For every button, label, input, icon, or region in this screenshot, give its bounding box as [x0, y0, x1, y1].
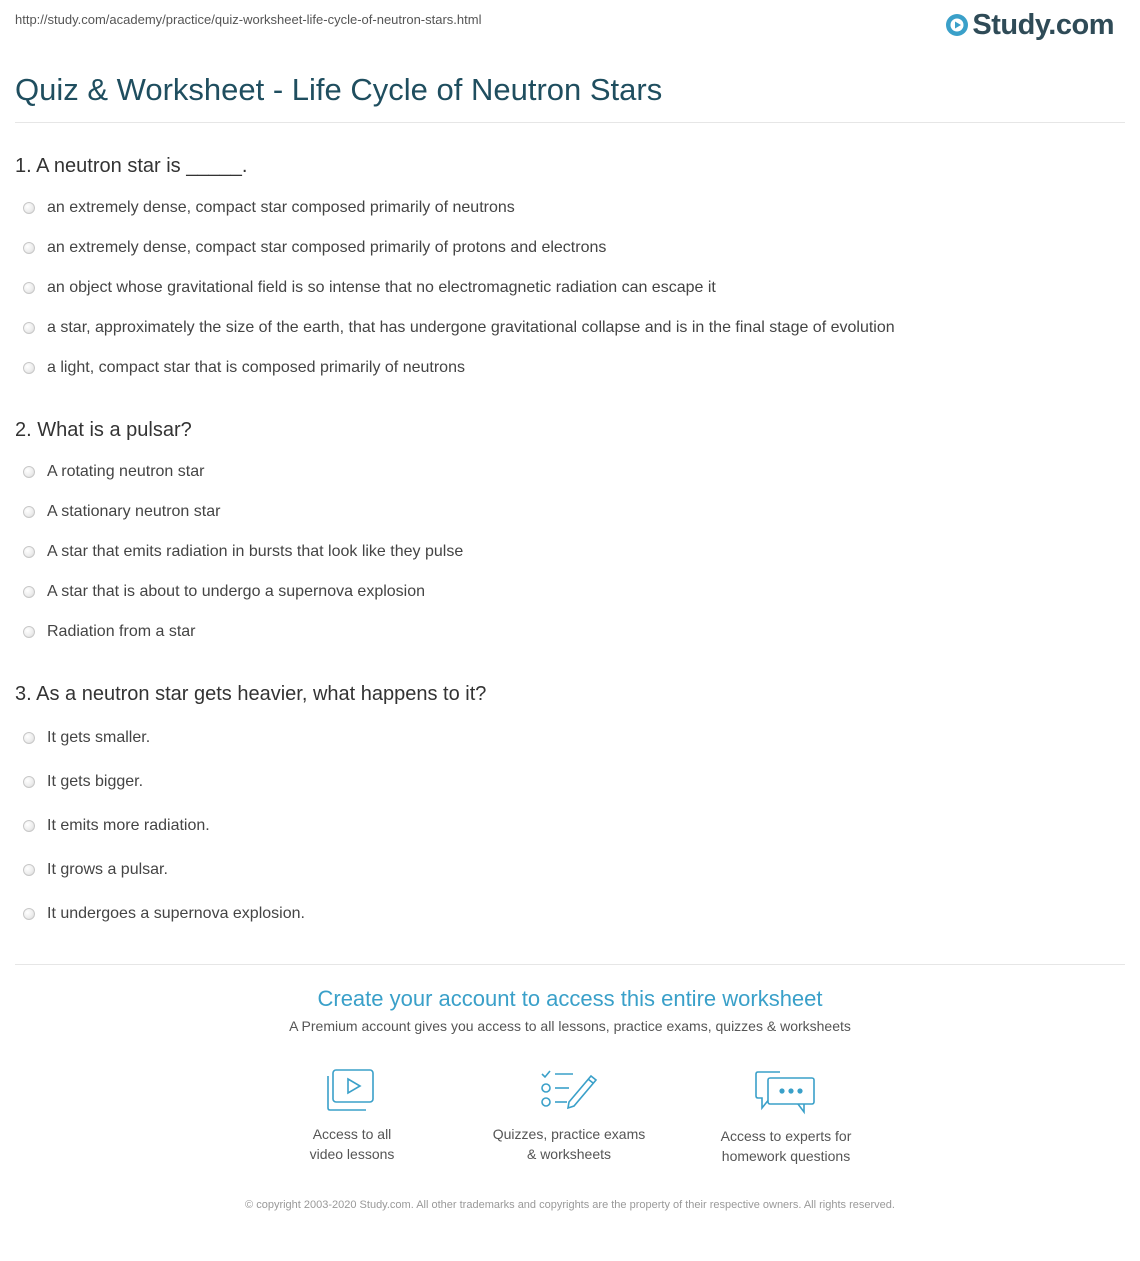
radio-button[interactable] [23, 242, 35, 254]
feature-label: homework questions [721, 1148, 851, 1164]
answer-option[interactable] [23, 239, 606, 257]
answer-text: A star that is about to undergo a supernova explosion [47, 583, 426, 600]
answer-text: It emits more radiation. [47, 817, 210, 834]
page-url: http://study.com/academy/practice/quiz-worksheet-life-cycle-of-neutron-stars.html [15, 12, 482, 27]
answer-option[interactable] [23, 623, 196, 641]
logo-text: Study.com [972, 8, 1114, 41]
radio-button[interactable] [23, 776, 35, 788]
radio-button[interactable] [23, 466, 35, 478]
feature-video-lessons [242, 1068, 462, 1164]
answer-text: an extremely dense, compact star composed primarily of neutrons [47, 199, 515, 216]
answer-text: a light, compact star that is composed primarily of neutrons [47, 359, 465, 376]
video-lesson-icon [324, 1068, 380, 1114]
answer-text: It undergoes a supernova explosion. [47, 905, 305, 922]
question-3: 3. As a neutron star gets heavier, what happens to it? [15, 683, 487, 705]
answer-option[interactable] [23, 817, 210, 835]
answer-text: A rotating neutron star [47, 463, 205, 480]
answer-option[interactable] [23, 583, 425, 601]
answer-option[interactable] [23, 463, 204, 481]
radio-button[interactable] [23, 626, 35, 638]
radio-button[interactable] [23, 732, 35, 744]
cta-subheading: A Premium account gives you access to all lessons, practice exams, quizzes & worksheets [289, 1018, 851, 1034]
answer-text: an object whose gravitational field is so intense that no electromagnetic radiation can escape it [47, 279, 716, 296]
question-2: 2. What is a pulsar? [15, 419, 192, 441]
feature-quizzes [459, 1068, 679, 1164]
question-1: 1. A neutron star is _____. [15, 155, 248, 177]
answer-option[interactable] [23, 359, 465, 377]
feature-label: & worksheets [526, 1146, 612, 1162]
answer-option[interactable] [23, 543, 463, 561]
divider [15, 122, 1125, 123]
feature-label: video lessons [309, 1146, 395, 1162]
answer-option[interactable] [23, 319, 895, 337]
quiz-checklist-icon [539, 1068, 599, 1114]
feature-label: Access to experts for [720, 1128, 852, 1144]
create-account-link[interactable]: Create your account to access this entire worksheet [317, 986, 823, 1011]
answer-text: Radiation from a star [47, 623, 196, 640]
answer-option[interactable] [23, 199, 515, 217]
answer-option[interactable] [23, 861, 168, 879]
study-logo[interactable] [946, 8, 1114, 42]
feature-experts [676, 1068, 896, 1166]
radio-button[interactable] [23, 864, 35, 876]
answer-text: It gets smaller. [47, 729, 151, 746]
divider [15, 964, 1125, 965]
answer-option[interactable] [23, 503, 220, 521]
answer-option[interactable] [23, 905, 305, 923]
radio-button[interactable] [23, 586, 35, 598]
feature-label: Access to all [312, 1126, 392, 1142]
copyright-footer: © copyright 2003-2020 Study.com. All other trademarks and copyrights are the property of their respective owners. All rights reserved. [245, 1199, 895, 1211]
answer-option[interactable] [23, 773, 143, 791]
radio-button[interactable] [23, 282, 35, 294]
page-title: Quiz & Worksheet - Life Cycle of Neutron Stars [15, 72, 663, 107]
answer-text: A star that emits radiation in bursts that look like they pulse [47, 543, 464, 560]
play-circle-icon [946, 14, 968, 36]
radio-button[interactable] [23, 908, 35, 920]
radio-button[interactable] [23, 202, 35, 214]
answer-text: It grows a pulsar. [47, 861, 168, 878]
radio-button[interactable] [23, 362, 35, 374]
answer-text: It gets bigger. [47, 773, 144, 790]
answer-option[interactable] [23, 729, 150, 747]
radio-button[interactable] [23, 506, 35, 518]
radio-button[interactable] [23, 322, 35, 334]
answer-text: an extremely dense, compact star composed primarily of protons and electrons [47, 239, 607, 256]
answer-text: A stationary neutron star [47, 503, 221, 520]
answer-option[interactable] [23, 279, 716, 297]
radio-button[interactable] [23, 820, 35, 832]
chat-bubbles-icon [754, 1068, 818, 1116]
answer-text: a star, approximately the size of the earth, that has undergone gravitational collapse and is in the final stage of evolution [47, 319, 895, 336]
feature-label: Quizzes, practice exams [492, 1126, 646, 1142]
radio-button[interactable] [23, 546, 35, 558]
